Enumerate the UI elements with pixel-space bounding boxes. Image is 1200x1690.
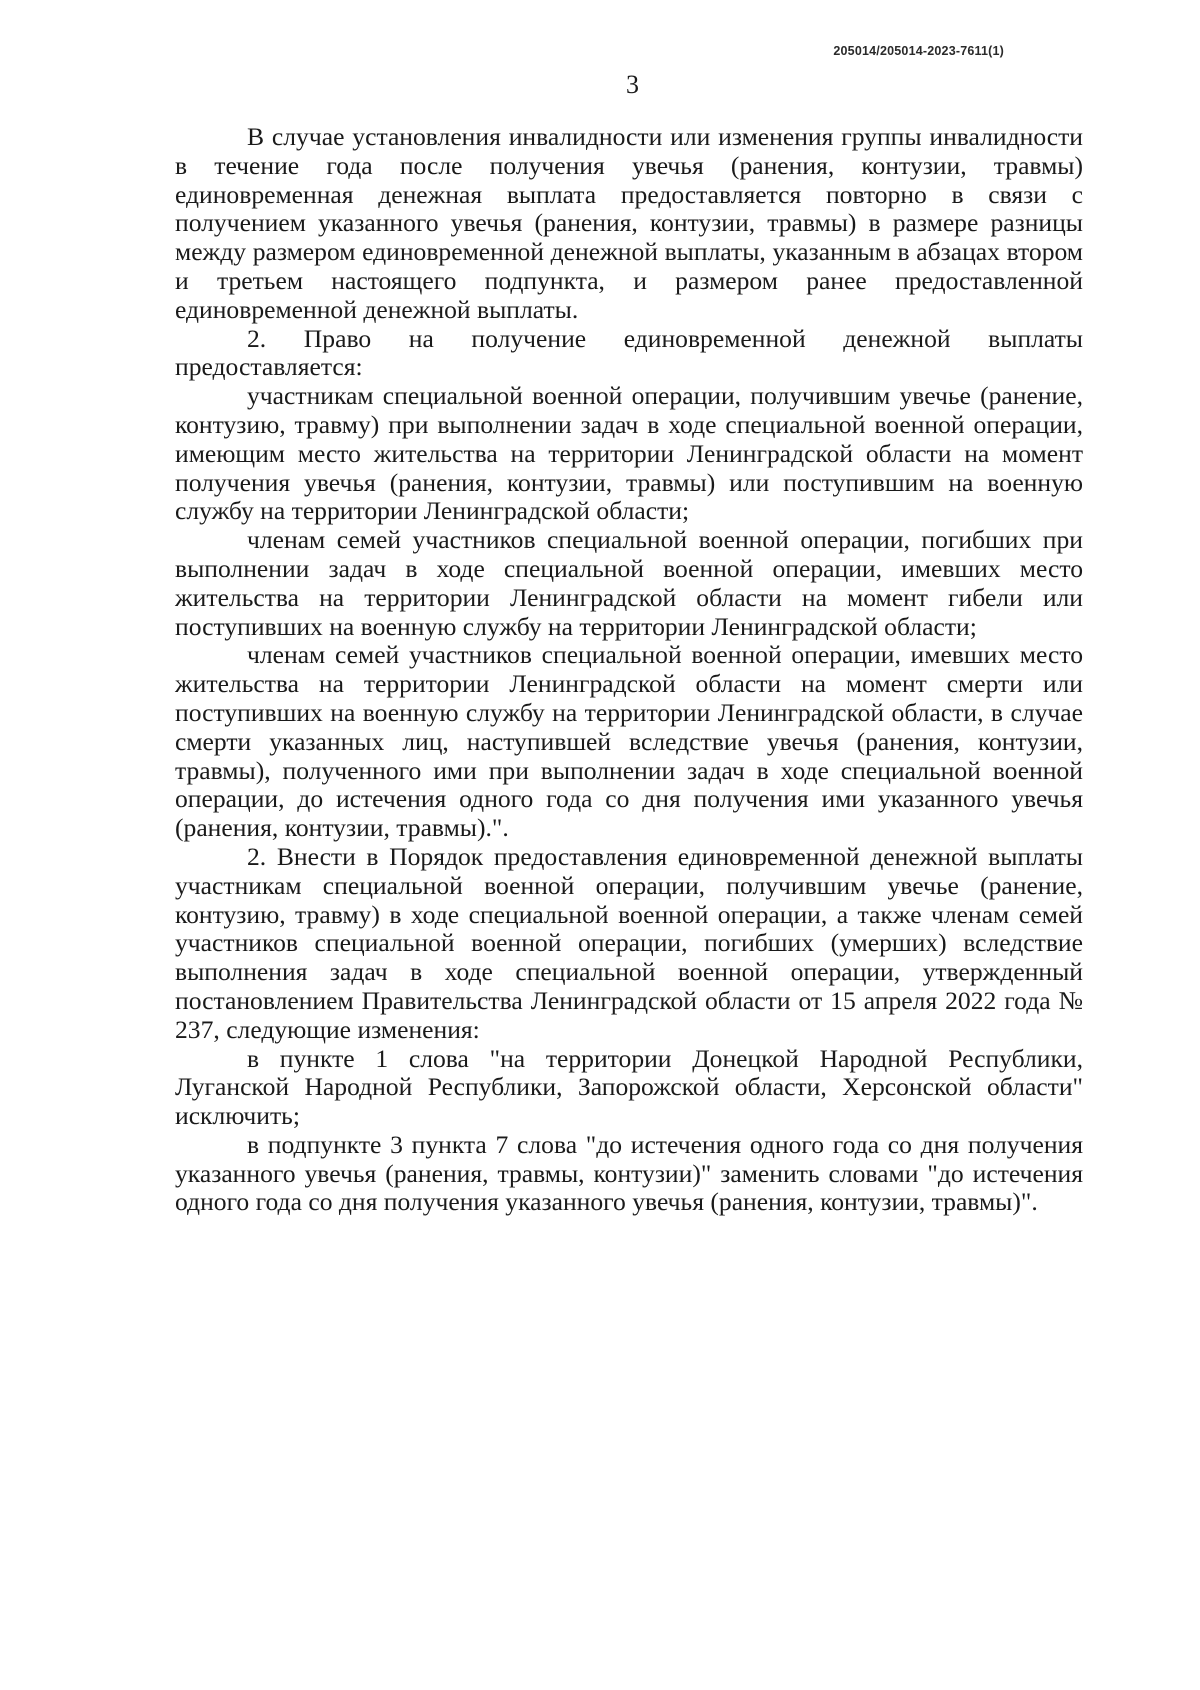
paragraph-disability-repeat-payment: В случае установления инвалидности или изменения группы инвалидности в течение года после получения увечья (ранения, контузии, травмы) единовременная денежная выплата предоставляется повторно в связи с получением указанного увечья (ранения, контузии, травмы) в размере разницы между размером единовременной денежной выплаты, указанным в абзацах втором и третьем настоящего подпункта, и размером ранее предоставленной единовременной денежной выплаты. — [175, 122, 1083, 324]
page-number: 3 — [626, 70, 639, 99]
paragraph-item-1-change: в пункте 1 слова "на территории Донецкой Народной Республики, Луганской Народной Республики, Запорожской области, Херсонской области" исключить; — [175, 1043, 1083, 1131]
paragraph-right-to-payment: 2. Право на получение единовременной денежной выплаты предоставляется: — [175, 323, 1083, 382]
paragraph-families-of-killed: членам семей участников специальной военной операции, погибших при выполнении задач в ходе специальной военной операции, имевших место жительства на территории Ленинградской области на момент гибели или поступивших на военную службу на территории Ленинградской области; — [175, 525, 1083, 641]
paragraph-families-of-deceased: членам семей участников специальной военной операции, имевших место жительства на территории Ленинградской области на момент смерти или поступивших на военную службу на территории Ленинградской области, в случае смерти указанных лиц, наступившей вследствие увечья (ранения, контузии, травмы), полученного ими при выполнении задач в ходе специальной военной операции, до истечения одного года со дня получения ими указанного увечья (ранения, контузии, травмы).". — [175, 640, 1083, 843]
paragraph-amend-procedure: 2. Внести в Порядок предоставления единовременной денежной выплаты участникам специальной военной операции, получившим увечье (ранение, контузию, травму) в ходе специальной военной операции, а также членам семей участников специальной военной операции, погибших (умерших) вследствие выполнения задач в ходе специальной военной операции, утвержденный постановлением Правительства Ленинградской области от 15 апреля 2022 года № 237, следующие изменения: — [175, 841, 1083, 1044]
paragraph-item-7-change: в подпункте 3 пункта 7 слова "до истечения одного года со дня получения указанного увечья (ранения, травмы, контузии)" заменить словами "до истечения одного года со дня получения указанного увечья (ранения, контузии, травмы)". — [175, 1129, 1083, 1217]
document-body — [175, 123, 1083, 1217]
document-id: 205014/205014-2023-7611(1) — [833, 44, 1004, 58]
paragraph-participants: участникам специальной военной операции, получившим увечье (ранение, контузию, травму) при выполнении задач в ходе специальной военной операции, имеющим место жительства на территории Ленинградской области на момент получения увечья (ранения, контузии, травмы) или поступившим на военную службу на территории Ленинградской области; — [175, 381, 1083, 526]
